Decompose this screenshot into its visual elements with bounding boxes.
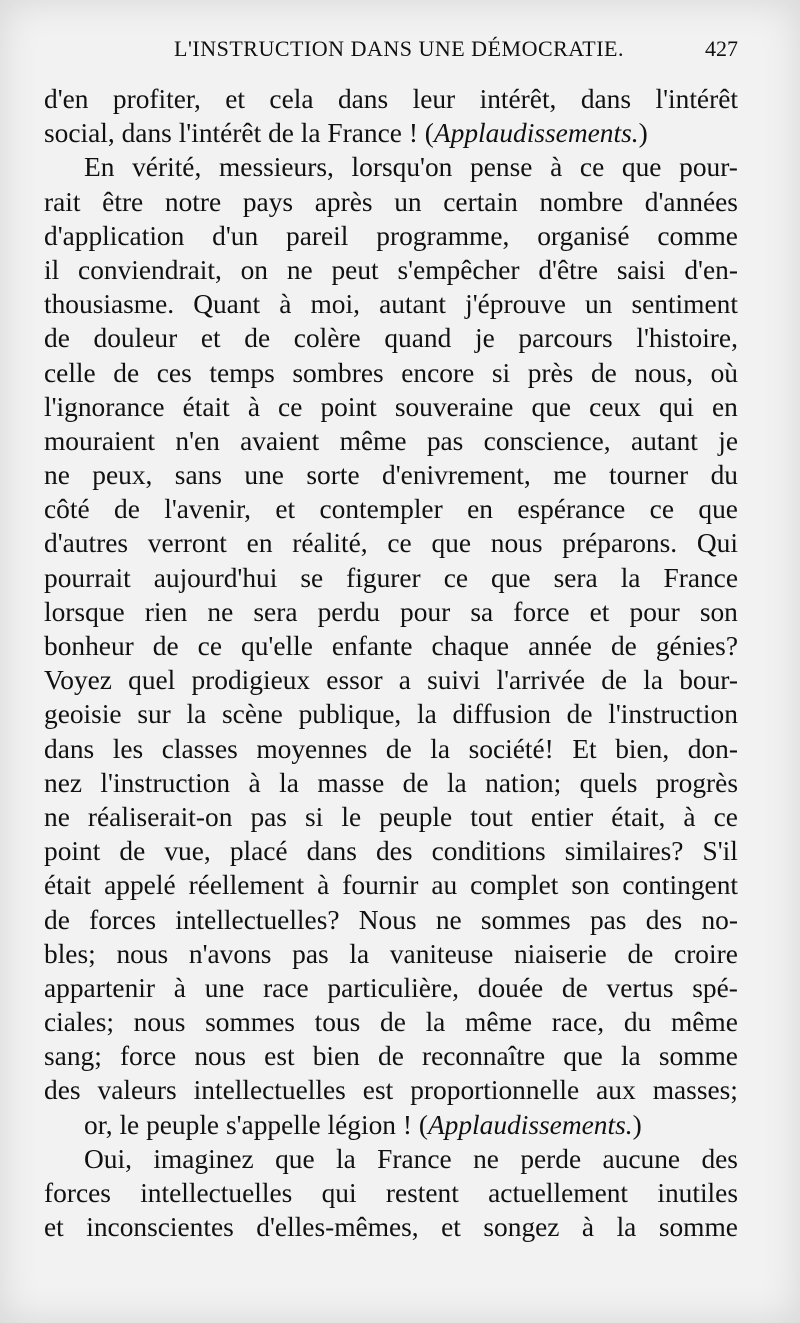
text-line: de douleur et de colère quand je parcours l'histoire,	[44, 323, 738, 354]
text-line: Voyez quel prodigieux essor a suivi l'arrivée de la bour-	[44, 665, 738, 696]
text-line: thousiasme. Quant à moi, autant j'éprouve un sentiment	[44, 289, 738, 320]
text-line: d'application d'un pareil programme, organisé comme	[44, 220, 738, 251]
page-number: 427	[705, 36, 738, 61]
text-line: mouraient n'en avaient même pas conscience, autant je	[44, 425, 738, 456]
text-line: forces intellectuelles qui restent actuellement inutiles	[44, 1178, 738, 1208]
text-line: des valeurs intellectuelles est proportionnelle aux masses;	[44, 1075, 738, 1106]
text-line: appartenir à une race particulière, douée de vertus spé-	[44, 972, 738, 1003]
text-line: d'en profiter, et cela dans leur intérêt, dans l'intérêt	[44, 84, 738, 114]
text-line: ne réaliserait-on pas si le peuple tout entier était, à ce	[44, 801, 738, 832]
text-line: pourrait aujourd'hui se figurer ce que sera la France	[44, 562, 738, 593]
text-line: était appelé réellement à fournir au complet son contingent	[44, 870, 738, 901]
text-line: côté de l'avenir, et contempler en espérance ce que	[44, 494, 738, 525]
text-line: lorsque rien ne sera perdu pour sa force et pour son	[44, 596, 738, 627]
text-line: de forces intellectuelles? Nous ne sommes pas des no-	[44, 904, 738, 935]
text-line: Oui, imaginez que la France ne perde aucune des	[84, 1143, 738, 1174]
text-line: celle de ces temps sombres encore si près de nous, où	[44, 357, 738, 388]
text-line: En vérité, messieurs, lorsqu'on pense à ce que pour-	[84, 152, 738, 183]
text-line: il conviendrait, on ne peut s'empêcher d'être saisi d'en-	[44, 254, 738, 285]
page-header	[44, 36, 738, 76]
text-line: d'autres verront en réalité, ce que nous préparons. Qui	[44, 528, 738, 559]
text-line: social, dans l'intérêt de la France ! (Applaudissements.)	[44, 118, 648, 149]
text-line: l'ignorance était à ce point souveraine que ceux qui en	[44, 391, 738, 422]
text-line: nez l'instruction à la masse de la nation; quels progrès	[44, 767, 738, 798]
text-line: geoisie sur la scène publique, la diffusion de l'instruction	[44, 699, 738, 730]
body-text	[44, 82, 738, 1244]
text-line: bles; nous n'avons pas la vaniteuse niaiserie de croire	[44, 938, 738, 969]
text-line: or, le peuple s'appelle légion ! (Applaudissements.)	[84, 1109, 642, 1140]
text-line: dans les classes moyennes de la société! Et bien, don-	[44, 733, 738, 764]
text-line: point de vue, placé dans des conditions similaires? S'il	[44, 836, 738, 867]
text-line: et inconscientes d'elles-mêmes, et songez à la somme	[44, 1212, 738, 1243]
text-line: bonheur de ce qu'elle enfante chaque année de génies?	[44, 631, 738, 661]
text-line: rait être notre pays après un certain nombre d'années	[44, 186, 738, 217]
text-line: sang; force nous est bien de reconnaître que la somme	[44, 1041, 738, 1072]
running-title: L'INSTRUCTION DANS UNE DÉMOCRATIE.	[174, 36, 624, 61]
text-line: ne peux, sans une sorte d'enivrement, me tourner du	[44, 460, 738, 491]
text-line: ciales; nous sommes tous de la même race, du même	[44, 1007, 738, 1038]
